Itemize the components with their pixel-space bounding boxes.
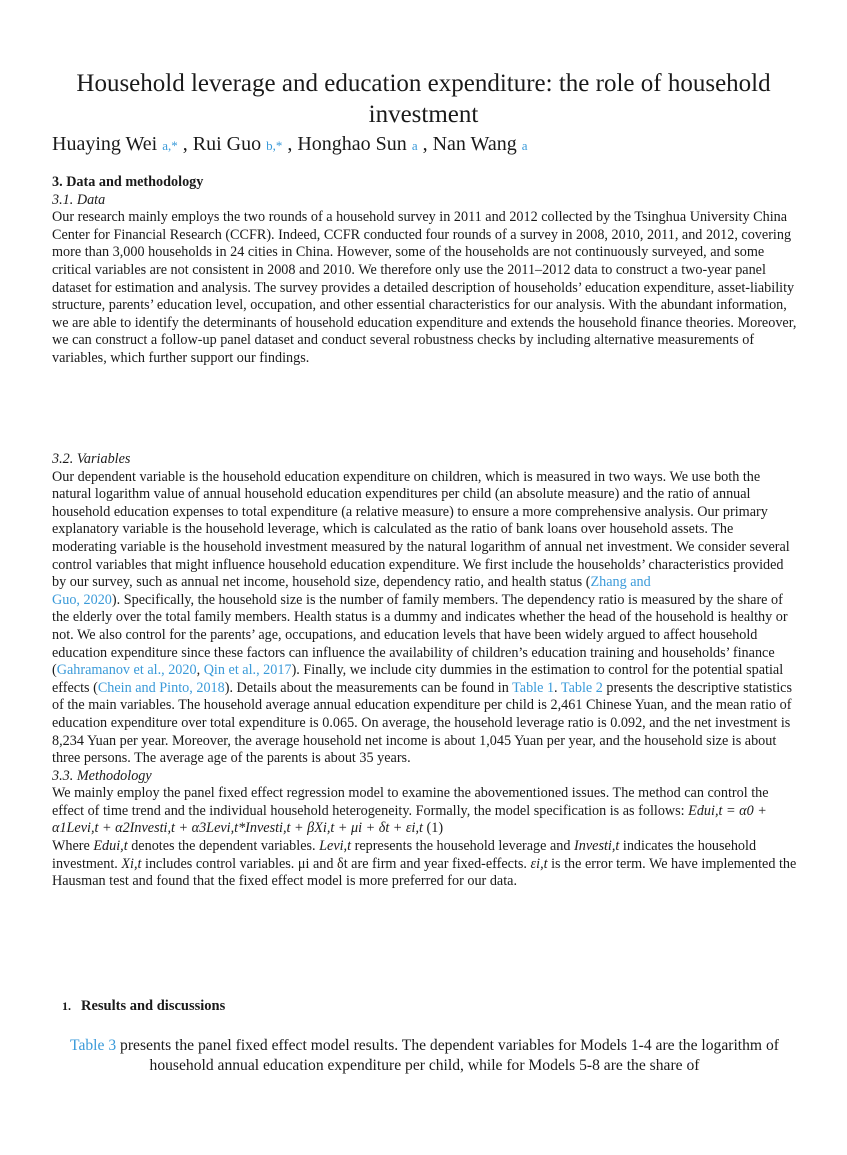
paragraph: Our research mainly employs the two rounds of a household survey in 2011 and 2012 collected by the Tsinghua University China [52, 209, 788, 226]
citation-link[interactable]: Gahramanov et al., 2020 [56, 662, 197, 679]
author-name: Nan Wang [432, 133, 517, 155]
author-name: Huaying Wei [52, 133, 158, 155]
subsection-title: 3.3. Methodology [52, 767, 152, 784]
table-link[interactable]: Table 1 [512, 679, 555, 696]
author-list: Huaying Wei a,* , Rui Guo b,* , Honghao Sun a , Nan Wang a [52, 133, 528, 155]
section-heading: 1. Results and discussions [62, 998, 226, 1014]
paragraph: natural logarithm value of annual household education expenditures per child (an absolute measure) and the ratio of annual household education expenses to total expenditure (a relative measure) to ensure a more comprehensive analysis. Our primary explanatory variable is the household leverage, which is calculated as the ratio of bank loans over household assets. The moderating variable is the household investment measured by the natural logarithm of annual net investment. We consider several control variables that might influence household education expenditure. We first include the households’ characteristics provided by our survey, such as annual net income, household size, dependency ratio, and health status (Zhang and Guo, 2020). Specifically, the household size is the number of family members. The dependency ratio is measured by the share of the elderly over the total family members. Health status is a dummy and indicates whether the head of the household is healthy or not. We also control for the parents’ age, occupations, and education levels that have been widely argued to affect household education expenditure since these factors can influence the availability of children’s education training and households’ finance (Gahramanov et al., 2020, Qin et al., 2017). Finally, we include city dummies in the estimation to control for the potential spatial effects (Chein and Pinto, 2018). Details about the measurements can be found in Table 1. Table 2 presents the descriptive statistics of the main variables. The household average annual education expenditure per child is 2,461 Chinese Yuan, and the mean ratio of education expenditure over total expenditure is 0.065. On average, the household leverage ratio is 0.092, and the net investment is 8,234 Yuan per year. Moreover, the average household net income is about 1,045 Yuan per year, and the household size is about three persons. The average age of the parents is about 35 years. [52, 486, 792, 767]
citation-link[interactable]: Qin et al., 2017 [203, 662, 292, 679]
author-affiliation[interactable]: a [411, 138, 418, 153]
subsection-title: 3.1. Data [52, 191, 106, 208]
section-heading: 3. Data and methodology [52, 174, 204, 190]
author-name: Rui Guo [192, 133, 262, 155]
author-name: Honghao Sun [297, 133, 407, 155]
paragraph: We mainly employ the panel fixed effect regression model to examine the abovementioned issues. The method can control the effect of time trend and the individual household heterogeneity. Formally, the model specification is as follows: Edui,t = α0 + α1Levi,t + α2Investi,t + α3Levi,t*Investi,t + βXi,t + μi + δt + εi,t (1) [52, 785, 769, 837]
subsection-title: 3.2. Variables [52, 451, 131, 467]
citation-link[interactable]: Chein and Pinto, 2018 [97, 679, 225, 696]
equation-number: (1) [422, 820, 444, 837]
table-link[interactable]: Table 2 [560, 679, 603, 696]
citation-link[interactable]: Guo, 2020 [52, 591, 112, 608]
section-variables [52, 451, 797, 891]
paper-title: Household leverage and education expenditure: the role of household investment [76, 70, 771, 128]
paragraph: Where Edui,t denotes the dependent variables. Levi,t represents the household leverage and Investi,t indicates the household investment. Xi,t includes control variables. μi and δt are firm and year fixed-effects. εi,t is the error term. We have implemented the Hausman test and found that the fixed effect model is more preferred for our data. [52, 838, 797, 890]
equation: Edui,t = α0 + α1Levi,t + α2Investi,t + α3Levi,t*Investi,t + βXi,t + μi + δt + εi,t [52, 802, 767, 837]
author-affiliation[interactable]: a,* [162, 138, 178, 153]
table-link[interactable]: Table 3 [70, 1037, 117, 1054]
section-data [52, 174, 797, 368]
section-number: 1. [62, 999, 71, 1013]
author-affiliation[interactable]: a [521, 138, 528, 153]
paragraph: Our dependent variable is the household education expenditure on children, which is measured in two ways. We use both the [52, 468, 761, 485]
paragraph: Table 3 presents the panel fixed effect model results. The dependent variables for Models 1-4 are the logarithm of household annual education expenditure per child, while for Models 5-8 are the share of [70, 1037, 779, 1074]
author-affiliation[interactable]: b,* [266, 138, 283, 153]
paragraph: Center for Financial Research (CCFR). Indeed, CCFR conducted four rounds of a survey in 2008, 2010, 2011, and 2012, covering more than 3,000 households in 24 cities in China. However, some of the households are not continuously surveyed, and some critical variables are not consistent in 2008 and 2010. We therefore only use the 2011–2012 data to construct a two-year panel dataset for estimation and analysis. The survey provides a detailed description of households’ education expenditure, asset-liability structure, parents’ education level, occupation, and other essential characteristics for our analysis. With the abundant information, we are able to identify the determinants of household education expenditure and extends the household finance theories. Moreover, we can construct a follow-up panel dataset and conduct several robustness checks by including alternative measurements of variables, which further support our findings. [52, 226, 797, 366]
citation-link[interactable]: Zhang and [590, 574, 651, 591]
